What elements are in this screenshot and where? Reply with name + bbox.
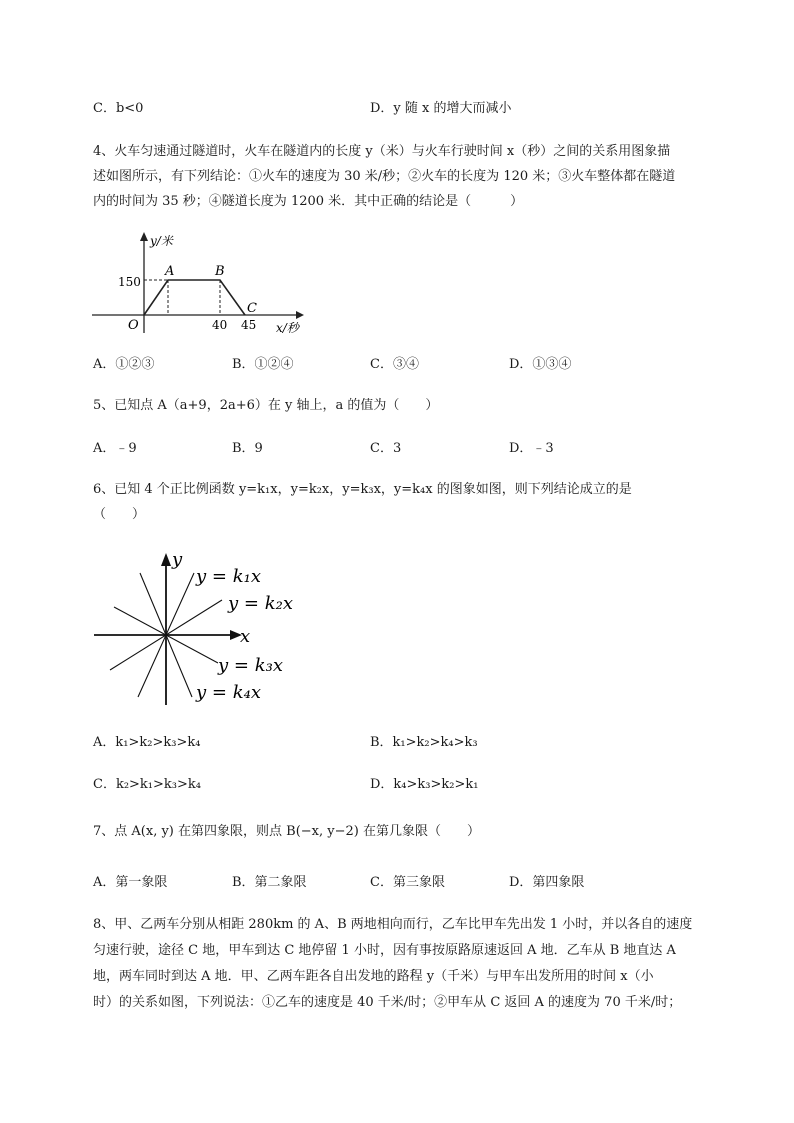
q4-point-b: B xyxy=(215,264,225,279)
q4-y-tick-150: 150 xyxy=(118,275,141,289)
q4-option-a: A．①②③ xyxy=(93,357,155,372)
q5-option-b: B．9 xyxy=(232,441,263,456)
q4-option-c: C．③④ xyxy=(370,357,419,372)
q4-y-arrow xyxy=(140,232,148,241)
q6-label-k4: y = k₄x xyxy=(196,682,261,703)
q4-origin-label: O xyxy=(128,318,139,333)
q6-option-a: A．k₁>k₂>k₃>k₄ xyxy=(93,735,201,750)
q3-option-d: D．y 随 x 的增大而减小 xyxy=(370,101,512,116)
q4-point-c: C xyxy=(247,301,257,316)
q6-stem-line2: （ ） xyxy=(93,507,146,522)
q6-option-b: B．k₁>k₂>k₄>k₃ xyxy=(370,735,478,750)
q6-label-k1: y = k₁x xyxy=(196,566,261,587)
q6-y-axis-label: y xyxy=(172,549,183,570)
q4-graph-line xyxy=(144,280,245,315)
q6-option-d: D．k₄>k₃>k₂>k₁ xyxy=(370,777,479,792)
q4-y-label: y/米 xyxy=(150,234,173,248)
q6-y-arrow xyxy=(161,553,171,566)
q3-option-c: C．b<0 xyxy=(93,101,144,116)
q6-label-k3: y = k₃x xyxy=(218,655,283,676)
q6-x-axis-label: x xyxy=(240,626,251,647)
q7-option-b: B．第二象限 xyxy=(232,875,307,890)
q7-stem: 7、点 A(x, y) 在第四象限，则点 B(−x, y−2) 在第几象限（ ） xyxy=(93,824,480,839)
q4-option-b: B．①②④ xyxy=(232,357,294,372)
q6-label-k2: y = k₂x xyxy=(228,593,293,614)
q4-x-arrow xyxy=(296,311,304,319)
q8-stem-line2: 匀速行驶，途径 C 地，甲车到达 C 地停留 1 小时，因有事按原路原速返回 A 地．乙车从 B 地直达 A xyxy=(93,943,676,958)
q4-graph xyxy=(90,228,320,340)
q8-stem-line4: 时）的关系如图，下列说法：①乙车的速度是 40 千米/时；②甲车从 C 返回 A 的速度为 70 千米/时； xyxy=(93,995,682,1010)
q6-graph xyxy=(90,545,305,710)
q6-option-c: C．k₂>k₁>k₃>k₄ xyxy=(93,777,201,792)
q7-option-d: D．第四象限 xyxy=(509,875,585,890)
q5-stem: 5、已知点 A（a+9，2a+6）在 y 轴上，a 的值为（ ） xyxy=(93,398,439,413)
q4-option-d: D．①③④ xyxy=(509,357,572,372)
q5-option-a: A．﹣9 xyxy=(93,441,137,456)
q4-stem-line1: 4、火车匀速通过隧道时，火车在隧道内的长度 y（米）与火车行驶时间 x（秒）之间的关系用图象描 xyxy=(93,144,671,159)
q8-stem-line1: 8、甲、乙两车分别从相距 280km 的 A、B 两地相向而行，乙车比甲车先出发 1 小时，并以各自的速度 xyxy=(93,917,693,932)
q6-stem-line1: 6、已知 4 个正比例函数 y=k₁x，y=k₂x，y=k₃x，y=k₄x 的图象如图，则下列结论成立的是 xyxy=(93,482,632,497)
q5-option-d: D．﹣3 xyxy=(509,441,554,456)
q4-x-label: x/秒 xyxy=(276,321,299,335)
q4-stem-line3: 内的时间为 35 秒；④隧道长度为 1200 米．其中正确的结论是（ ） xyxy=(93,194,524,209)
q8-stem-line3: 地，两车同时到达 A 地．甲、乙两车距各自出发地的路程 y（千米）与甲车出发所用的时间 x（小 xyxy=(93,969,654,984)
q4-point-a: A xyxy=(165,264,175,279)
q4-stem-line2: 述如图所示，有下列结论：①火车的速度为 30 米/秒；②火车的长度为 120 米；③火车整体都在隧道 xyxy=(93,169,676,184)
q4-x-tick-45: 45 xyxy=(241,318,257,332)
q7-option-a: A．第一象限 xyxy=(93,875,168,890)
q5-option-c: C．3 xyxy=(370,441,402,456)
q4-x-tick-40: 40 xyxy=(212,318,228,332)
q7-option-c: C．第三象限 xyxy=(370,875,445,890)
